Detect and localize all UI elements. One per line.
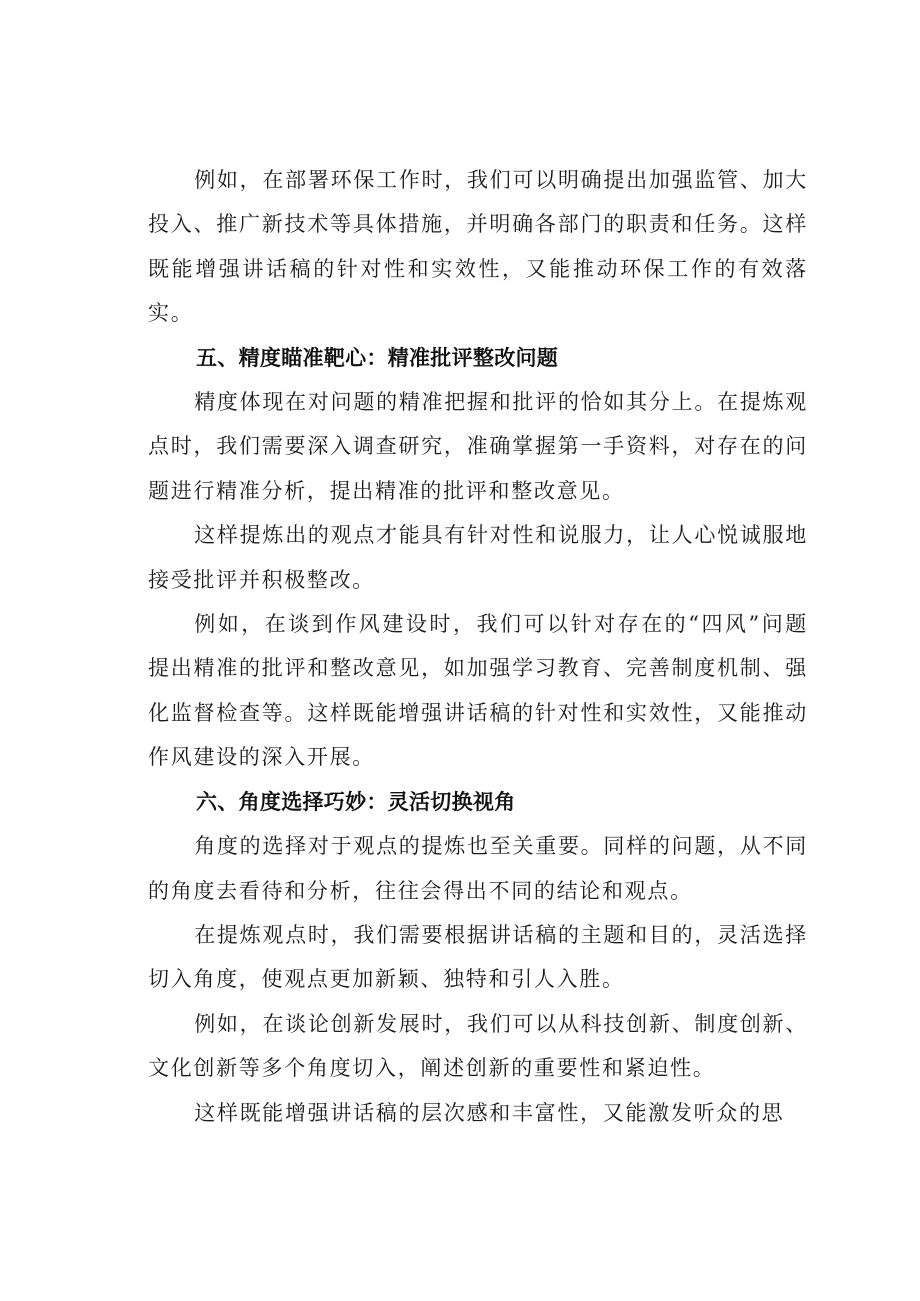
paragraph: 在提炼观点时，我们需要根据讲话稿的主题和目的，灵活选择切入角度，使观点更加新颖、独特和引人入胜。 (148, 922, 808, 992)
paragraph: 这样提炼出的观点才能具有针对性和说服力，让人心悦诚服地接受批评并积极整改。 (148, 523, 808, 592)
section-heading: 六、角度选择巧妙：灵活切换视角 (196, 789, 516, 814)
paragraph: 例如，在部署环保工作时，我们可以明确提出加强监管、加大投入、推广新技术等具体措施，并明确各部门的职责和任务。这样既能增强讲话稿的针对性和实效性，又能推动环保工作的有效落实。 (148, 168, 808, 326)
section-heading: 五、精度瞄准靶心：精准批评整改问题 (196, 345, 559, 370)
document-body (148, 158, 808, 1135)
paragraph: 精度体现在对问题的精准把握和批评的恰如其分上。在提炼观点时，我们需要深入调查研究，准确掌握第一手资料，对存在的问题进行精准分析，提出精准的批评和整改意见。 (148, 390, 808, 503)
paragraph: 例如，在谈论创新发展时，我们可以从科技创新、制度创新、文化创新等多个角度切入，阐述创新的重要性和紧迫性。 (148, 1011, 808, 1081)
paragraph: 角度的选择对于观点的提炼也至关重要。同样的问题，从不同的角度去看待和分析，往往会得出不同的结论和观点。 (148, 834, 808, 903)
paragraph: 这样既能增强讲话稿的层次感和丰富性，又能激发听众的思 (194, 1100, 785, 1125)
paragraph: 例如，在谈到作风建设时，我们可以针对存在的“四风”问题提出精准的批评和整改意见，如加强学习教育、完善制度机制、强化监督检查等。这样既能增强讲话稿的针对性和实效性，又能推动作风建设的深入开展。 (148, 612, 808, 770)
